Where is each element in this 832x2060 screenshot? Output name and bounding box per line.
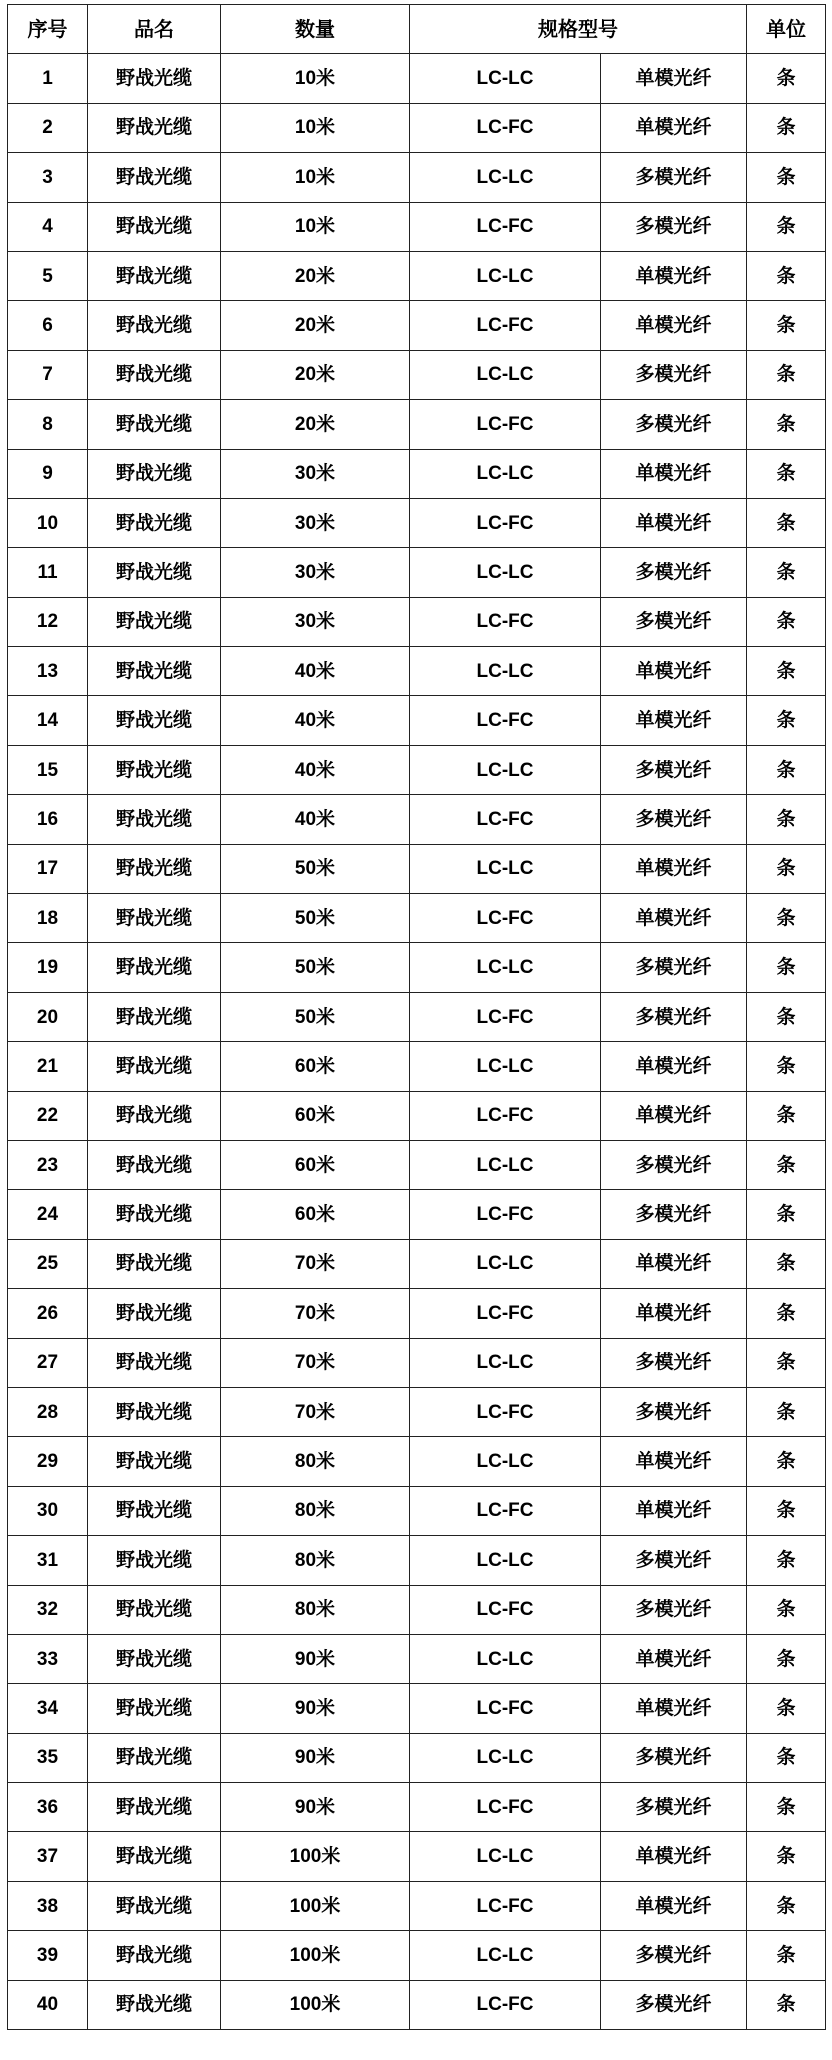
table-row	[8, 350, 826, 399]
cell-no: 21	[8, 1042, 88, 1091]
cell-qty: 100米	[221, 1931, 410, 1980]
cell-unit: 条	[747, 1486, 826, 1535]
cell-no: 29	[8, 1437, 88, 1486]
cell-name: 野战光缆	[88, 301, 221, 350]
header-no: 序号	[8, 5, 88, 54]
table-row	[8, 498, 826, 547]
table-row	[8, 1733, 826, 1782]
table-row	[8, 1684, 826, 1733]
cell-qty: 20米	[221, 400, 410, 449]
cell-fiber: 单模光纤	[601, 1239, 747, 1288]
table-row	[8, 400, 826, 449]
table-row	[8, 1338, 826, 1387]
cell-no: 22	[8, 1091, 88, 1140]
cell-connector: LC-FC	[410, 1684, 601, 1733]
cell-no: 23	[8, 1140, 88, 1189]
cell-unit: 条	[747, 1931, 826, 1980]
cell-name: 野战光缆	[88, 1980, 221, 2029]
cell-no: 30	[8, 1486, 88, 1535]
cell-fiber: 多模光纤	[601, 1140, 747, 1189]
table-row	[8, 1289, 826, 1338]
cell-fiber: 多模光纤	[601, 597, 747, 646]
cell-fiber: 多模光纤	[601, 1338, 747, 1387]
cell-fiber: 多模光纤	[601, 992, 747, 1041]
cell-no: 2	[8, 103, 88, 152]
cell-fiber: 单模光纤	[601, 844, 747, 893]
cell-unit: 条	[747, 1239, 826, 1288]
cell-no: 19	[8, 943, 88, 992]
cell-no: 18	[8, 894, 88, 943]
table-row	[8, 1437, 826, 1486]
cell-fiber: 单模光纤	[601, 1684, 747, 1733]
cell-name: 野战光缆	[88, 1091, 221, 1140]
cell-no: 40	[8, 1980, 88, 2029]
table-row	[8, 1190, 826, 1239]
cell-qty: 100米	[221, 1980, 410, 2029]
cell-qty: 40米	[221, 647, 410, 696]
table-row	[8, 894, 826, 943]
cell-connector: LC-FC	[410, 1881, 601, 1930]
cell-unit: 条	[747, 1832, 826, 1881]
cell-no: 28	[8, 1387, 88, 1436]
cell-no: 27	[8, 1338, 88, 1387]
table-row	[8, 696, 826, 745]
table-row	[8, 251, 826, 300]
cell-unit: 条	[747, 992, 826, 1041]
cell-qty: 90米	[221, 1783, 410, 1832]
cell-unit: 条	[747, 1387, 826, 1436]
cell-qty: 40米	[221, 696, 410, 745]
cell-qty: 60米	[221, 1091, 410, 1140]
cell-qty: 50米	[221, 894, 410, 943]
cell-qty: 80米	[221, 1536, 410, 1585]
cell-qty: 60米	[221, 1190, 410, 1239]
table-row	[8, 844, 826, 893]
cell-name: 野战光缆	[88, 498, 221, 547]
cell-connector: LC-LC	[410, 1140, 601, 1189]
cell-name: 野战光缆	[88, 1536, 221, 1585]
table-row	[8, 1634, 826, 1683]
header-spec: 规格型号	[410, 5, 747, 54]
cell-fiber: 多模光纤	[601, 202, 747, 251]
cell-fiber: 单模光纤	[601, 1881, 747, 1930]
cell-name: 野战光缆	[88, 943, 221, 992]
cell-no: 6	[8, 301, 88, 350]
cell-unit: 条	[747, 449, 826, 498]
cell-qty: 40米	[221, 745, 410, 794]
cell-fiber: 单模光纤	[601, 1832, 747, 1881]
cell-connector: LC-FC	[410, 400, 601, 449]
cell-fiber: 多模光纤	[601, 943, 747, 992]
cell-unit: 条	[747, 1783, 826, 1832]
cell-fiber: 单模光纤	[601, 647, 747, 696]
cell-name: 野战光缆	[88, 449, 221, 498]
cell-name: 野战光缆	[88, 400, 221, 449]
table-row	[8, 301, 826, 350]
cell-qty: 80米	[221, 1585, 410, 1634]
cell-no: 31	[8, 1536, 88, 1585]
cell-no: 5	[8, 251, 88, 300]
table-header	[8, 5, 826, 54]
cell-unit: 条	[747, 696, 826, 745]
cell-connector: LC-FC	[410, 597, 601, 646]
table-row	[8, 1091, 826, 1140]
table-row	[8, 992, 826, 1041]
cell-qty: 80米	[221, 1437, 410, 1486]
cell-connector: LC-FC	[410, 1190, 601, 1239]
cell-unit: 条	[747, 597, 826, 646]
cell-name: 野战光缆	[88, 647, 221, 696]
cell-qty: 70米	[221, 1239, 410, 1288]
cell-name: 野战光缆	[88, 745, 221, 794]
cell-unit: 条	[747, 894, 826, 943]
cell-qty: 20米	[221, 301, 410, 350]
table-row	[8, 647, 826, 696]
cell-no: 7	[8, 350, 88, 399]
cell-unit: 条	[747, 1289, 826, 1338]
cell-qty: 60米	[221, 1140, 410, 1189]
cell-name: 野战光缆	[88, 1338, 221, 1387]
cell-unit: 条	[747, 400, 826, 449]
cell-qty: 40米	[221, 795, 410, 844]
cell-unit: 条	[747, 153, 826, 202]
cell-fiber: 多模光纤	[601, 1733, 747, 1782]
table-row	[8, 1536, 826, 1585]
cell-qty: 50米	[221, 943, 410, 992]
table-row	[8, 597, 826, 646]
cell-name: 野战光缆	[88, 894, 221, 943]
cell-connector: LC-FC	[410, 1091, 601, 1140]
cell-qty: 60米	[221, 1042, 410, 1091]
spec-table	[7, 4, 826, 2030]
cell-qty: 30米	[221, 548, 410, 597]
header-unit: 单位	[747, 5, 826, 54]
header-row	[8, 5, 826, 54]
cell-name: 野战光缆	[88, 1684, 221, 1733]
table-row	[8, 1832, 826, 1881]
cell-name: 野战光缆	[88, 103, 221, 152]
cell-name: 野战光缆	[88, 54, 221, 103]
cell-fiber: 多模光纤	[601, 1783, 747, 1832]
cell-qty: 90米	[221, 1684, 410, 1733]
table-row	[8, 1387, 826, 1436]
table-row	[8, 1881, 826, 1930]
table-row	[8, 1140, 826, 1189]
cell-unit: 条	[747, 1042, 826, 1091]
cell-no: 13	[8, 647, 88, 696]
table-row	[8, 745, 826, 794]
cell-qty: 50米	[221, 992, 410, 1041]
cell-unit: 条	[747, 548, 826, 597]
cell-unit: 条	[747, 1536, 826, 1585]
table-row	[8, 1239, 826, 1288]
cell-fiber: 多模光纤	[601, 400, 747, 449]
cell-qty: 10米	[221, 202, 410, 251]
table-row	[8, 1783, 826, 1832]
cell-no: 20	[8, 992, 88, 1041]
cell-no: 34	[8, 1684, 88, 1733]
cell-name: 野战光缆	[88, 844, 221, 893]
cell-fiber: 单模光纤	[601, 1634, 747, 1683]
cell-name: 野战光缆	[88, 1881, 221, 1930]
cell-fiber: 单模光纤	[601, 301, 747, 350]
cell-connector: LC-FC	[410, 696, 601, 745]
cell-fiber: 多模光纤	[601, 795, 747, 844]
cell-connector: LC-LC	[410, 745, 601, 794]
cell-qty: 20米	[221, 251, 410, 300]
cell-unit: 条	[747, 1733, 826, 1782]
cell-fiber: 单模光纤	[601, 894, 747, 943]
cell-connector: LC-FC	[410, 1289, 601, 1338]
cell-unit: 条	[747, 745, 826, 794]
cell-no: 35	[8, 1733, 88, 1782]
cell-connector: LC-FC	[410, 202, 601, 251]
cell-no: 36	[8, 1783, 88, 1832]
table-row	[8, 153, 826, 202]
cell-connector: LC-FC	[410, 1783, 601, 1832]
cell-connector: LC-LC	[410, 350, 601, 399]
cell-unit: 条	[747, 1980, 826, 2029]
cell-qty: 70米	[221, 1338, 410, 1387]
table-row	[8, 943, 826, 992]
cell-connector: LC-FC	[410, 894, 601, 943]
cell-connector: LC-LC	[410, 548, 601, 597]
cell-qty: 100米	[221, 1881, 410, 1930]
cell-no: 8	[8, 400, 88, 449]
cell-fiber: 多模光纤	[601, 1585, 747, 1634]
cell-qty: 30米	[221, 449, 410, 498]
cell-name: 野战光缆	[88, 1042, 221, 1091]
cell-connector: LC-LC	[410, 1931, 601, 1980]
cell-fiber: 多模光纤	[601, 1387, 747, 1436]
cell-unit: 条	[747, 350, 826, 399]
table-row	[8, 795, 826, 844]
cell-no: 9	[8, 449, 88, 498]
cell-no: 39	[8, 1931, 88, 1980]
cell-fiber: 单模光纤	[601, 498, 747, 547]
cell-qty: 20米	[221, 350, 410, 399]
cell-connector: LC-LC	[410, 153, 601, 202]
cell-fiber: 单模光纤	[601, 251, 747, 300]
cell-name: 野战光缆	[88, 350, 221, 399]
cell-unit: 条	[747, 251, 826, 300]
cell-qty: 30米	[221, 498, 410, 547]
cell-qty: 90米	[221, 1733, 410, 1782]
cell-no: 33	[8, 1634, 88, 1683]
cell-unit: 条	[747, 54, 826, 103]
cell-connector: LC-LC	[410, 1437, 601, 1486]
cell-unit: 条	[747, 1190, 826, 1239]
cell-unit: 条	[747, 498, 826, 547]
cell-no: 1	[8, 54, 88, 103]
cell-name: 野战光缆	[88, 153, 221, 202]
cell-connector: LC-FC	[410, 992, 601, 1041]
cell-qty: 80米	[221, 1486, 410, 1535]
cell-name: 野战光缆	[88, 1733, 221, 1782]
cell-connector: LC-FC	[410, 1980, 601, 2029]
cell-name: 野战光缆	[88, 1437, 221, 1486]
cell-name: 野战光缆	[88, 597, 221, 646]
cell-connector: LC-LC	[410, 251, 601, 300]
cell-fiber: 单模光纤	[601, 54, 747, 103]
cell-connector: LC-LC	[410, 1338, 601, 1387]
cell-name: 野战光缆	[88, 795, 221, 844]
cell-name: 野战光缆	[88, 1486, 221, 1535]
cell-connector: LC-LC	[410, 54, 601, 103]
cell-connector: LC-LC	[410, 844, 601, 893]
cell-no: 16	[8, 795, 88, 844]
cell-connector: LC-FC	[410, 795, 601, 844]
cell-qty: 90米	[221, 1634, 410, 1683]
cell-qty: 50米	[221, 844, 410, 893]
cell-fiber: 多模光纤	[601, 548, 747, 597]
table-row	[8, 202, 826, 251]
cell-unit: 条	[747, 1338, 826, 1387]
cell-name: 野战光缆	[88, 1239, 221, 1288]
cell-no: 15	[8, 745, 88, 794]
cell-connector: LC-FC	[410, 1387, 601, 1436]
header-qty: 数量	[221, 5, 410, 54]
cell-unit: 条	[747, 103, 826, 152]
cell-name: 野战光缆	[88, 696, 221, 745]
table-row	[8, 1585, 826, 1634]
cell-fiber: 单模光纤	[601, 103, 747, 152]
cell-unit: 条	[747, 647, 826, 696]
table-row	[8, 1486, 826, 1535]
cell-fiber: 多模光纤	[601, 1980, 747, 2029]
cell-fiber: 多模光纤	[601, 1536, 747, 1585]
cell-fiber: 多模光纤	[601, 350, 747, 399]
cell-no: 17	[8, 844, 88, 893]
cell-connector: LC-LC	[410, 1536, 601, 1585]
cell-unit: 条	[747, 1585, 826, 1634]
cell-no: 10	[8, 498, 88, 547]
cell-connector: LC-FC	[410, 1486, 601, 1535]
cell-connector: LC-LC	[410, 647, 601, 696]
cell-name: 野战光缆	[88, 1140, 221, 1189]
cell-fiber: 单模光纤	[601, 696, 747, 745]
cell-fiber: 单模光纤	[601, 1437, 747, 1486]
cell-no: 14	[8, 696, 88, 745]
cell-no: 37	[8, 1832, 88, 1881]
cell-fiber: 多模光纤	[601, 1931, 747, 1980]
cell-name: 野战光缆	[88, 1931, 221, 1980]
cell-name: 野战光缆	[88, 1783, 221, 1832]
cell-connector: LC-LC	[410, 449, 601, 498]
cell-connector: LC-LC	[410, 1634, 601, 1683]
cell-connector: LC-FC	[410, 1585, 601, 1634]
table-row	[8, 1980, 826, 2029]
table-row	[8, 103, 826, 152]
cell-no: 32	[8, 1585, 88, 1634]
cell-connector: LC-LC	[410, 1733, 601, 1782]
cell-connector: LC-LC	[410, 1239, 601, 1288]
table-row	[8, 54, 826, 103]
cell-name: 野战光缆	[88, 1190, 221, 1239]
cell-connector: LC-FC	[410, 103, 601, 152]
cell-no: 26	[8, 1289, 88, 1338]
cell-unit: 条	[747, 844, 826, 893]
cell-fiber: 单模光纤	[601, 1091, 747, 1140]
table-body	[8, 54, 826, 2030]
cell-name: 野战光缆	[88, 1832, 221, 1881]
cell-connector: LC-FC	[410, 498, 601, 547]
cell-fiber: 单模光纤	[601, 1486, 747, 1535]
cell-no: 25	[8, 1239, 88, 1288]
cell-unit: 条	[747, 202, 826, 251]
cell-unit: 条	[747, 795, 826, 844]
cell-unit: 条	[747, 1140, 826, 1189]
cell-unit: 条	[747, 1437, 826, 1486]
cell-unit: 条	[747, 1091, 826, 1140]
cell-name: 野战光缆	[88, 548, 221, 597]
cell-fiber: 多模光纤	[601, 153, 747, 202]
table-row	[8, 1931, 826, 1980]
table-row	[8, 449, 826, 498]
cell-no: 38	[8, 1881, 88, 1930]
cell-qty: 10米	[221, 54, 410, 103]
cell-qty: 10米	[221, 103, 410, 152]
cell-fiber: 多模光纤	[601, 1190, 747, 1239]
cell-name: 野战光缆	[88, 1387, 221, 1436]
cell-no: 3	[8, 153, 88, 202]
cell-qty: 10米	[221, 153, 410, 202]
cell-fiber: 多模光纤	[601, 745, 747, 794]
cell-name: 野战光缆	[88, 1289, 221, 1338]
cell-no: 4	[8, 202, 88, 251]
cell-fiber: 单模光纤	[601, 449, 747, 498]
cell-unit: 条	[747, 1684, 826, 1733]
cell-fiber: 单模光纤	[601, 1289, 747, 1338]
cell-qty: 100米	[221, 1832, 410, 1881]
cell-qty: 70米	[221, 1387, 410, 1436]
cell-fiber: 单模光纤	[601, 1042, 747, 1091]
cell-unit: 条	[747, 1634, 826, 1683]
cell-no: 12	[8, 597, 88, 646]
cell-connector: LC-LC	[410, 1042, 601, 1091]
cell-name: 野战光缆	[88, 202, 221, 251]
cell-name: 野战光缆	[88, 992, 221, 1041]
cell-unit: 条	[747, 1881, 826, 1930]
cell-name: 野战光缆	[88, 1634, 221, 1683]
cell-connector: LC-LC	[410, 943, 601, 992]
table-row	[8, 548, 826, 597]
cell-qty: 70米	[221, 1289, 410, 1338]
cell-qty: 30米	[221, 597, 410, 646]
table-row	[8, 1042, 826, 1091]
cell-no: 11	[8, 548, 88, 597]
cell-unit: 条	[747, 301, 826, 350]
cell-connector: LC-FC	[410, 301, 601, 350]
header-name: 品名	[88, 5, 221, 54]
cell-name: 野战光缆	[88, 251, 221, 300]
cell-no: 24	[8, 1190, 88, 1239]
cell-name: 野战光缆	[88, 1585, 221, 1634]
cell-unit: 条	[747, 943, 826, 992]
cell-connector: LC-LC	[410, 1832, 601, 1881]
